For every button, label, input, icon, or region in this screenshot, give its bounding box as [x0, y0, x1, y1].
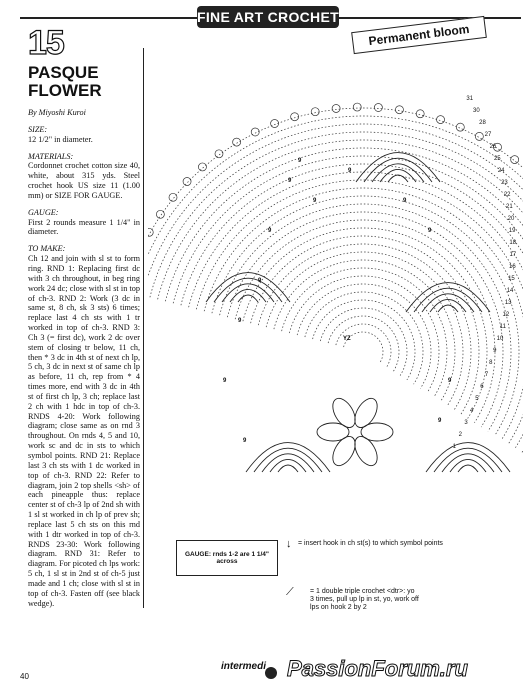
materials-text: Cordonnet crochet cotton size 40, white, about 315 yds. Steel crochet hook US size 11 (1.00 mm) or SIZE FOR GAUGE.	[28, 161, 140, 200]
picot-loop	[169, 193, 177, 201]
pineapple-fan	[380, 169, 416, 182]
round-arc	[165, 148, 523, 461]
insert-hook-symbol-icon: ↓	[286, 538, 292, 550]
pineapple-fan	[278, 465, 298, 472]
pattern-title: PASQUE FLOWER	[28, 63, 102, 100]
petal	[350, 395, 382, 432]
legend-insert: ↓ = insert hook in ch st(s) to which symbol points	[286, 538, 443, 550]
round-arc	[235, 220, 495, 423]
section-tag: Permanent bloom	[351, 16, 487, 54]
round-arc	[274, 260, 455, 401]
picot-loop	[332, 104, 340, 112]
round-arc	[289, 276, 439, 393]
pineapple-fan	[450, 459, 486, 472]
round-label: 25	[493, 156, 501, 162]
gauge-box: GAUGE: rnds 1-2 are 1 1/4" across	[176, 540, 278, 576]
round-arc	[258, 244, 471, 410]
round-label: 8	[489, 360, 493, 366]
round-label: 2	[458, 432, 462, 438]
round-label: 7	[484, 372, 489, 378]
pineapple-mark: 9	[428, 228, 432, 234]
round-label: 17	[509, 252, 517, 258]
round-label: 20	[507, 216, 515, 222]
crochet-diagram	[148, 52, 523, 572]
pineapple-fan	[430, 299, 466, 312]
pineapple-mark: 9	[313, 198, 317, 204]
pineapple-fan	[388, 175, 408, 182]
picot-loop	[291, 113, 299, 121]
round-label: 1	[452, 444, 456, 450]
gauge-heading: GAUGE:	[28, 207, 59, 217]
round-label: 23	[501, 180, 508, 186]
pineapple-fan	[206, 273, 290, 302]
round-label: 11	[499, 324, 507, 330]
pineapple-fan	[270, 459, 306, 472]
round-arc	[320, 308, 407, 376]
picot-loop	[183, 178, 191, 186]
pineapple-mark: 9	[268, 228, 272, 234]
skill-level: intermedi	[221, 661, 267, 672]
round-label: 22	[503, 192, 511, 198]
size-heading: SIZE:	[28, 124, 48, 134]
round-label: 5	[475, 396, 479, 402]
page-number: 40	[20, 672, 29, 681]
round-label: 21	[506, 204, 513, 210]
picot-loop	[156, 210, 164, 218]
materials-heading: MATERIALS:	[28, 151, 74, 161]
magazine-banner: FINE ART CROCHET	[197, 6, 339, 28]
round-label: 24	[497, 168, 505, 174]
round-label: 12	[502, 312, 510, 318]
pineapple-fan	[422, 294, 474, 312]
pineapple-mark: 9	[403, 198, 407, 204]
pineapple-fan	[246, 443, 330, 472]
author-credit: By Miyoshi Kuroi	[28, 108, 86, 117]
pineapple-fan	[442, 454, 494, 472]
pineapple-fan	[438, 305, 458, 312]
pineapple-mark: 9	[258, 278, 262, 284]
pineapple-mark: 9	[288, 178, 292, 184]
round-label: 28	[479, 120, 486, 126]
round-label: 4	[469, 408, 474, 414]
picot-loop	[251, 128, 259, 136]
pineapple-mark: 9	[238, 318, 242, 324]
column-divider	[143, 48, 144, 608]
petal	[328, 395, 360, 432]
pineapple-fan	[426, 443, 510, 472]
pineapple-fan	[458, 465, 478, 472]
round-label: 10	[496, 336, 504, 342]
round-label: 3	[464, 420, 468, 426]
picot-loop	[271, 120, 279, 128]
round-label: 27	[484, 132, 492, 138]
pineapple-mark: 9	[348, 168, 352, 174]
size-text: 12 1/2" in diameter.	[28, 134, 93, 144]
round-arc	[297, 284, 431, 388]
round-label: 26	[489, 144, 497, 150]
round-arc	[305, 292, 423, 384]
round-arc	[313, 300, 415, 380]
picot-loop	[416, 110, 424, 118]
round-label: 31	[466, 96, 474, 102]
pineapple-mark: 9	[438, 418, 442, 424]
center-mark: YZ	[343, 336, 351, 342]
watermark: PassionForum.ru	[287, 656, 468, 681]
round-arc	[266, 252, 463, 406]
picot-loop	[353, 103, 361, 111]
round-arc	[251, 236, 479, 414]
round-arc	[220, 204, 511, 431]
picot-loop	[456, 123, 464, 131]
picot-loop	[511, 156, 519, 164]
pineapple-mark: 9	[223, 378, 227, 384]
round-label: 16	[509, 264, 516, 270]
to-make-text: Ch 12 and join with sl st to form ring. RND 1: Replacing first dc with 3 ch throughout, in beg ring work 24 dc; close with sl st in top of ch-3. RND 2: Work (3 dc in same st, 8 ch, sk 3 sts) 6 times; replace last 4 ch sts with 1 tr worked in top of ch-3. RND 3: Ch 3 (= first dc), work 2 dc over stem of closing tr below, 11 ch, then * 3 dc in 4th st of next ch lp, 5 ch, 3 dc in next st of same ch lp as before, 11 ch, rep from * 4 times more, end with 3 dc in 4th st of first ch lp, 3 ch; replace last 2 ch with 1 hdc in top of ch-3. RNDS 4-20: Work following diagram; close same as on rnd 3 throughout. On rnds 4, 5 and 10, work sc and dc in sts to which symbol points. RND 21: Replace last 3 ch sts with 1 dc worked in top of ch-3. RND 22: Refer to diagram, join 2 top shells <sh> of each pineapple thus: replace center st of ch-3 lp of 2nd sh with 1 sl st worked in ch lp of prev sh; replace last 5 ch sts on this rnd with 1 dtr worked in top of ch-3. RNDS 23-30: Work following diagram. RND 31: Refer to diagram. For picoted ch lps work: 5 ch, 1 sl st in 2nd st of ch-5 just made and 1 ch; close with sl st in top of ch-3. Fasten off (see black wedge).	[28, 254, 140, 608]
round-label: 19	[508, 228, 516, 234]
pineapple-fan	[262, 454, 314, 472]
gauge-text: First 2 rounds measure 1 1/4" in diameter.	[28, 217, 140, 237]
round-label: 18	[509, 240, 517, 246]
dtr-symbol-icon: ⟋	[286, 586, 294, 598]
picot-loop	[395, 106, 403, 114]
picot-loop	[215, 150, 223, 158]
pineapple-fan	[406, 283, 490, 312]
picot-loop	[311, 108, 319, 116]
round-label: 9	[493, 348, 497, 354]
round-label: 15	[508, 276, 515, 282]
picot-loop	[233, 138, 241, 146]
round-arc	[243, 228, 487, 418]
pineapple-mark: 9	[243, 438, 247, 444]
round-arc	[196, 180, 523, 444]
petal	[350, 433, 382, 470]
pattern-number: 15	[28, 24, 64, 62]
round-labels	[453, 96, 517, 450]
pineapple-fan	[372, 164, 424, 182]
round-label: 30	[473, 108, 480, 114]
pineapple-fan	[238, 295, 258, 302]
round-label: 6	[480, 384, 484, 390]
pineapple-mark: 9	[448, 378, 452, 384]
picot-loop	[475, 132, 483, 140]
picot-loop	[437, 116, 445, 124]
picot-loop	[198, 163, 206, 171]
round-label: 14	[506, 288, 514, 294]
round-arc	[336, 324, 391, 367]
to-make-heading: TO MAKE:	[28, 244, 66, 254]
watermark-dot-icon	[262, 664, 280, 682]
legend-dtr: ⟋ = 1 double triple crochet <dtr>: yo 3 times, pull up lp in st, yo, work off lps on hook 2 by 2	[286, 586, 419, 612]
pineapple-fan	[356, 153, 440, 182]
pineapple-fan	[230, 289, 266, 302]
picot-loop	[374, 103, 382, 111]
instructions-column	[28, 64, 140, 609]
pineapple-mark: 9	[298, 158, 302, 164]
round-label: 13	[504, 300, 512, 306]
